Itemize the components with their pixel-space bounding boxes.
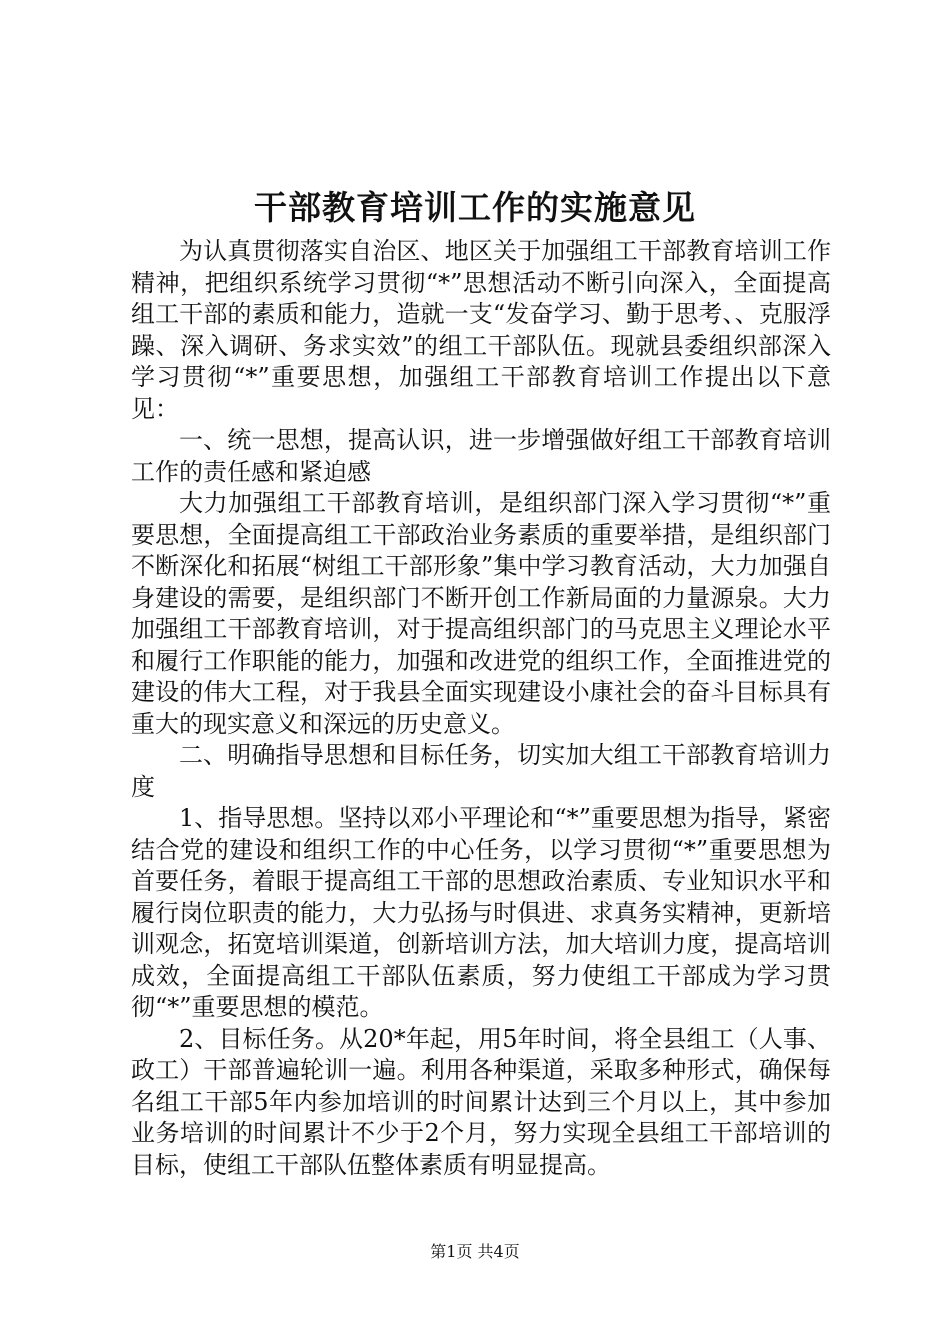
paragraph-guiding-thought: 1、指导思想。坚持以邓小平理论和“*”重要思想为指导，紧密结合党的建设和组织工作的中心任务，以学习贯彻“*”重要思想为首要任务，着眼于提高组工干部的思想政治素质、专业知识水平和履行岗位职责的能力，大力弘扬与时俱进、求真务实精神，更新培训观念，拓宽培训渠道，创新培训方法，加大培训力度，提高培训成效，全面提高组工干部队伍素质，努力使组工干部成为学习贯彻“*”重要思想的模范。: [131, 804, 831, 1021]
paragraph-intro: 为认真贯彻落实自治区、地区关于加强组工干部教育培训工作精神，把组织系统学习贯彻“*”思想活动不断引向深入，全面提高组工干部的素质和能力，造就一支“发奋学习、勤于思考、、克服浮躁、深入调研、务求实效”的组工干部队伍。现就县委组织部深入学习贯彻“*”重要思想，加强组工干部教育培训工作提出以下意见：: [131, 237, 831, 423]
document-title: 干部教育培训工作的实施意见: [254, 188, 696, 227]
page-number-footer: 第1页 共4页: [430, 1242, 520, 1261]
section-heading-2: 二、明确指导思想和目标任务，切实加大组工干部教育培训力度: [131, 741, 831, 801]
document-body: [131, 236, 831, 1181]
paragraph-targets: 2、目标任务。从20*年起，用5年时间，将全县组工（人事、政工）干部普遍轮训一遍。利用各种渠道，采取多种形式，确保每名组工干部5年内参加培训的时间累计达到三个月以上，其中参加业务培训的时间累计不少于2个月，努力实现全县组工干部培训的目标，使组工干部队伍整体素质有明显提高。: [131, 1024, 831, 1179]
section-heading-1: 一、统一思想，提高认识，进一步增强做好组工干部教育培训工作的责任感和紧迫感: [131, 426, 831, 486]
paragraph-section-1: 大力加强组工干部教育培训，是组织部门深入学习贯彻“*”重要思想，全面提高组工干部政治业务素质的重要举措，是组织部门不断深化和拓展“树组工干部形象”集中学习教育活动，大力加强自身建设的需要，是组织部门不断开创工作新局面的力量源泉。大力加强组工干部教育培训，对于提高组织部门的马克思主义理论水平和履行工作职能的能力，加强和改进党的组织工作，全面推进党的建设的伟大工程，对于我县全面实现建设小康社会的奋斗目标具有重大的现实意义和深远的历史意义。: [131, 489, 831, 738]
